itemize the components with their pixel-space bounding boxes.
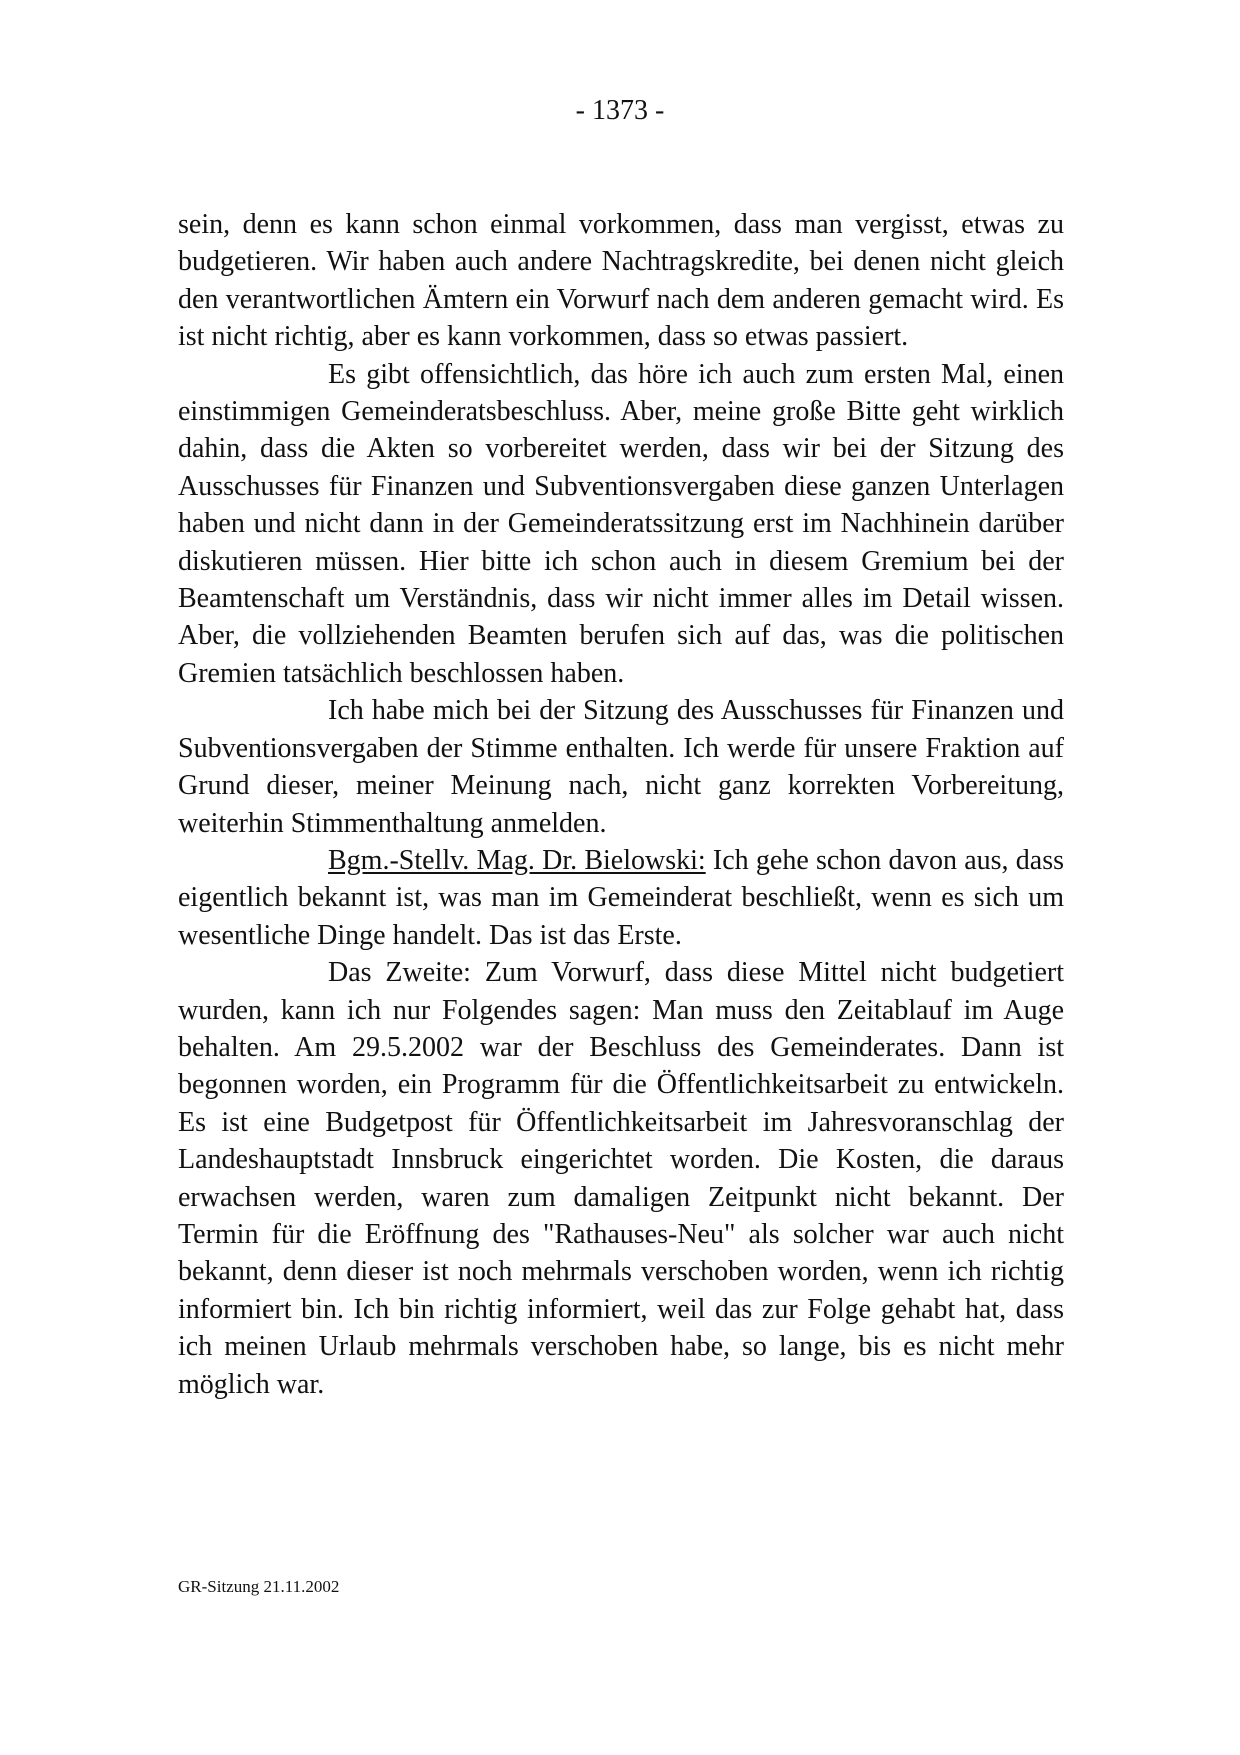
paragraph-5: Das Zweite: Zum Vorwurf, dass diese Mittel nicht budgetiert wurden, kann ich nur Folgendes sagen: Man muss den Zeitablauf im Auge behalten. Am 29.5.2002 war der Beschluss des Gemeinderates. Dann ist begonnen worden, ein Programm für die Öffentlichkeitsarbeit zu entwickeln. Es ist eine Budgetpost für Öffentlichkeitsarbeit im Jahresvoranschlag der Landeshauptstadt Innsbruck eingerichtet worden. Die Kosten, die daraus erwachsen werden, waren zum damaligen Zeitpunkt nicht bekannt. Der Termin für die Eröffnung des "Rathauses-Neu" als solcher war auch nicht bekannt, denn dieser ist noch mehrmals verschoben worden, wenn ich richtig informiert bin. Ich bin richtig informiert, weil das zur Folge gehabt hat, dass ich meinen Urlaub mehrmals verschoben habe, so lange, bis es nicht mehr möglich war.: [178, 957, 1064, 1400]
paragraph-3: Ich habe mich bei der Sitzung des Ausschusses für Finanzen und Subventionsvergaben der Stimme enthalten. Ich werde für unsere Fraktion auf Grund dieser, meiner Meinung nach, nicht ganz korrekten Vorbereitung, weiterhin Stimmenthaltung anmelden.: [178, 695, 1064, 839]
speaker-name: Bgm.-Stellv. Mag. Dr. Bielowski:: [328, 844, 706, 876]
footer-session-date: GR-Sitzung 21.11.2002: [178, 1577, 340, 1596]
paragraph-1: sein, denn es kann schon einmal vorkommen, dass man vergisst, etwas zu budgetieren. Wir haben auch andere Nachtragskredite, bei denen nicht gleich den verantwortlichen Ämtern ein Vorwurf nach dem anderen gemacht wird. Es ist nicht richtig, aber es kann vorkommen, dass so etwas passiert.: [178, 209, 1064, 353]
speaker-statement: Ich gehe schon davon aus, dass eigentlich bekannt ist, was man im Gemeinderat beschließt, wenn es sich um wesentliche Dinge handelt. Das ist das Erste.: [178, 844, 1064, 951]
paragraph-2: Es gibt offensichtlich, das höre ich auch zum ersten Mal, einen einstimmigen Gemeinderatsbeschluss. Aber, meine große Bitte geht wirklich dahin, dass die Akten so vorbereitet werden, dass wir bei der Sitzung des Ausschusses für Finanzen und Subventionsvergaben diese ganzen Unterlagen haben und nicht dann in der Gemeinderatssitzung erst im Nachhinein darüber diskutieren müssen. Hier bitte ich schon auch in diesem Gremium bei der Beamtenschaft um Verständnis, dass wir nicht immer alles im Detail wissen. Aber, die vollziehenden Beamten berufen sich auf das, was die politischen Gremien tatsächlich beschlossen haben.: [178, 358, 1064, 689]
paragraph-4: [178, 842, 1064, 954]
page-number: - 1373 -: [575, 95, 665, 126]
document-body: [178, 206, 1064, 1403]
